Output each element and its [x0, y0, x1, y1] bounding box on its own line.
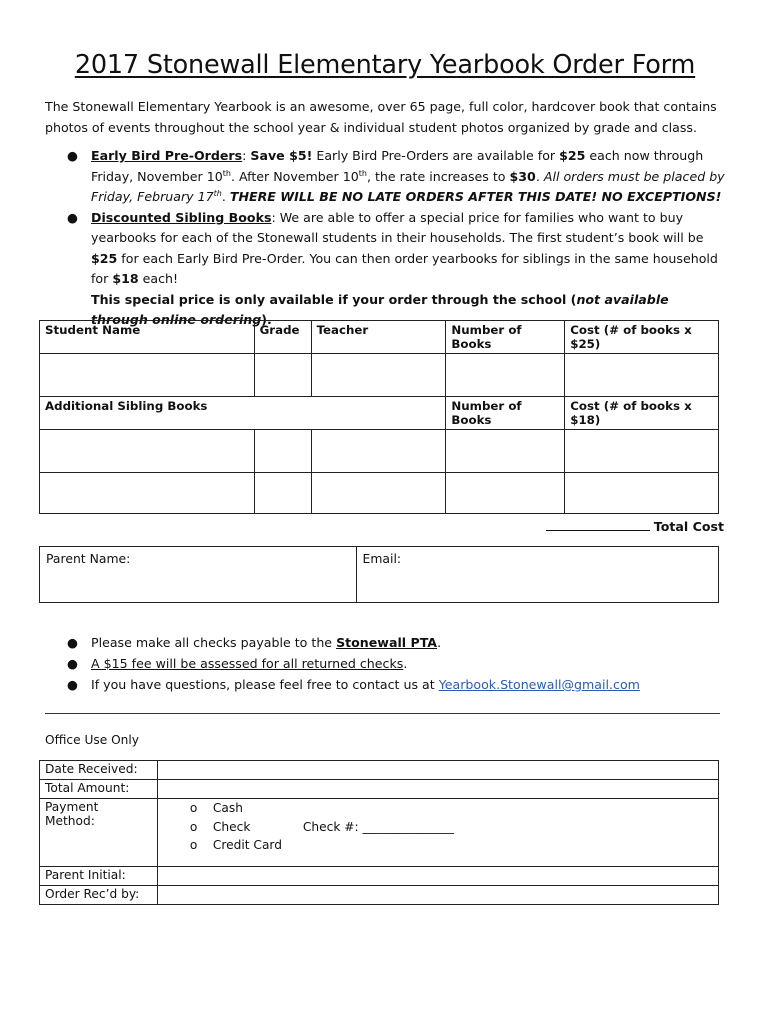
sibling-text: : We are able to offer a special price for families who want to buy yearbooks for each of the Stonewall students in their households. The first student’s book will be [91, 209, 704, 245]
fee-note-text: A $15 fee will be assessed for all returned checks [91, 656, 404, 671]
bullet-icon: ● [67, 677, 78, 692]
sibling-price-2: $18 [112, 271, 139, 286]
date-received-label: Date Received: [40, 761, 158, 780]
total-amount-field[interactable] [157, 780, 718, 799]
bullet-icon: ● [67, 148, 78, 163]
col-cost: Cost (# of books x $25) [565, 321, 719, 354]
sibling-number-field[interactable] [446, 430, 565, 473]
fee-note-end: . [403, 656, 408, 671]
date-received-field[interactable] [157, 761, 718, 780]
early-bird-text: . [535, 168, 544, 184]
bullet-icon: ● [67, 635, 78, 650]
intro-paragraph: The Stonewall Elementary Yearbook is an awesome, over 65 page, full color, hardcover book that contains photos of events throughout the school year & individual student photos organized by grade and class. [45, 99, 717, 135]
early-bird-text: . [221, 189, 230, 204]
student-row [40, 354, 719, 397]
late-price: $30 [509, 168, 536, 184]
fee-note [45, 653, 725, 674]
questions-note [45, 674, 725, 695]
sibling-cost-field[interactable] [565, 430, 719, 473]
checks-note-text: Please make all checks payable to the [91, 635, 337, 650]
payment-method-label: Payment Method: [40, 799, 158, 867]
special-price-note-end: ). [261, 312, 272, 327]
superscript: th [222, 168, 231, 178]
sibling-bullet [45, 208, 725, 331]
option-circle-icon: o [189, 838, 198, 852]
office-use-table [39, 760, 719, 905]
cost-field[interactable] [565, 354, 719, 397]
checks-note-end: . [437, 635, 442, 650]
office-use-heading: Office Use Only [45, 733, 140, 747]
check-number-field[interactable]: Check #: _______________ [302, 819, 454, 834]
sibling-table-header [40, 397, 719, 430]
parent-name-label: Parent Name: [46, 551, 131, 566]
number-of-books-field[interactable] [446, 354, 565, 397]
email-field[interactable] [356, 547, 718, 603]
payment-method-options [157, 799, 718, 867]
teacher-field[interactable] [311, 354, 446, 397]
early-bird-price: $25 [559, 148, 586, 163]
sibling-teacher-field[interactable] [311, 430, 446, 473]
col-student-name: Student Name [40, 321, 255, 354]
sibling-name-field[interactable] [40, 430, 255, 473]
early-bird-text: . After November 10 [230, 168, 359, 184]
option-circle-icon: o [189, 819, 198, 834]
no-late-orders: THERE WILL BE NO LATE ORDERS AFTER THIS DATE! NO EXCEPTIONS! [229, 189, 722, 204]
col-teacher: Teacher [311, 321, 446, 354]
col-number-of-books: Number of Books [446, 321, 565, 354]
total-amount-label: Total Amount: [40, 780, 158, 799]
payment-option-check[interactable] [163, 818, 713, 837]
checks-note [45, 632, 725, 653]
sibling-number-field[interactable] [446, 473, 565, 514]
option-label: Credit Card [212, 838, 282, 852]
early-bird-text: , the rate increases to [366, 168, 510, 184]
special-price-note-italic: not available through online ordering [91, 291, 669, 327]
parent-name-field[interactable] [40, 547, 357, 603]
order-recd-by-label: Order Rec’d by: [40, 886, 158, 905]
early-bird-save: Save $5! [250, 148, 313, 163]
early-bird-bullet: ● Early Bird Pre-Orders: Save $5! Early Bird Pre-Orders are available for $25 each now through Friday, November 10th. After November 10th, the rate increases to $30. All orders must be placed by Friday, February 17th. THERE WILL BE NO LATE ORDERS AFTER THIS DATE! NO EXCEPTIONS! [67, 148, 725, 204]
sibling-price-1: $25 [91, 250, 118, 266]
special-price-note: This special price is only available if your order through the school ( [91, 291, 577, 307]
sibling-grade-field[interactable] [254, 430, 311, 473]
option-label: Cash [212, 801, 243, 815]
student-name-field[interactable] [40, 354, 255, 397]
sibling-row [40, 430, 719, 473]
notes-bullets [45, 632, 725, 695]
parent-initial-field[interactable] [157, 867, 718, 886]
total-cost [540, 518, 724, 534]
sibling-teacher-field[interactable] [311, 473, 446, 514]
divider [45, 713, 720, 714]
sibling-name-field[interactable] [40, 473, 255, 514]
page-title: 2017 Stonewall Elementary Yearbook Order Form [74, 50, 696, 80]
order-table [39, 320, 719, 514]
contact-email-link[interactable]: Yearbook.Stonewall@gmail.com [438, 677, 640, 692]
payment-option-cash[interactable] [163, 799, 713, 818]
pricing-bullets [45, 146, 725, 331]
early-bird-heading: Early Bird Pre-Orders [91, 148, 243, 163]
deadline-text: All orders must be placed by Friday, February 17 [91, 168, 725, 204]
early-bird-text: each now through Friday, November 10 [91, 148, 704, 184]
parent-initial-label: Parent Initial: [40, 867, 158, 886]
bullet-icon: ● [67, 656, 78, 671]
order-table-header [40, 321, 719, 354]
col-sibling-number-of-books: Number of Books [446, 397, 565, 430]
superscript: th [213, 188, 222, 198]
early-bird-text: Early Bird Pre-Orders are available for [312, 148, 560, 163]
order-recd-by-field[interactable] [157, 886, 718, 905]
payee: Stonewall PTA [336, 635, 438, 650]
grade-field[interactable] [254, 354, 311, 397]
col-sibling-cost: Cost (# of books x $18) [565, 397, 719, 430]
option-circle-icon: o [189, 801, 198, 815]
sibling-heading: Discounted Sibling Books [91, 209, 272, 225]
option-label: Check [212, 819, 251, 834]
col-sibling-books: Additional Sibling Books [40, 397, 446, 430]
superscript: th [358, 168, 367, 178]
sibling-text: each! [138, 271, 179, 286]
bullet-icon: ● [67, 209, 78, 225]
col-grade: Grade [254, 321, 311, 354]
contact-table [39, 546, 719, 603]
questions-note-text: If you have questions, please feel free to contact us at [91, 677, 439, 692]
total-cost-field[interactable] [546, 518, 650, 531]
email-label: Email: [362, 551, 402, 566]
total-cost-label: Total Cost [653, 519, 724, 534]
sibling-row [40, 473, 719, 514]
sibling-grade-field[interactable] [254, 473, 311, 514]
sibling-cost-field[interactable] [565, 473, 719, 514]
payment-option-credit-card[interactable] [163, 836, 713, 855]
sibling-text: for each Early Bird Pre-Order. You can then order yearbooks for siblings in the same household for [91, 250, 718, 286]
